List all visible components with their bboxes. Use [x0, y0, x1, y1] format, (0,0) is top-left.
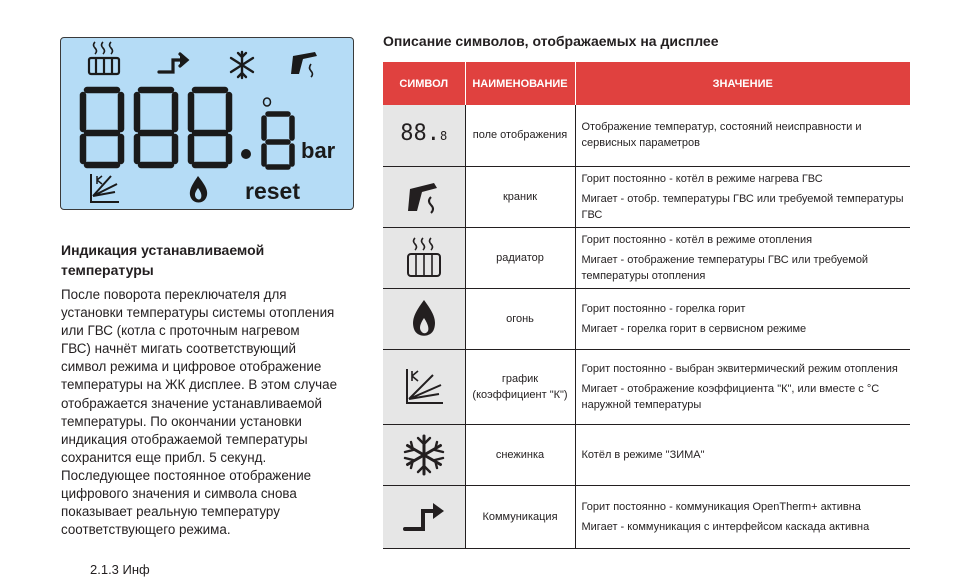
lcd-reset-label: reset	[245, 178, 300, 204]
table-header-row	[383, 62, 910, 105]
symbol-cell	[383, 227, 465, 288]
body-line: После поворота переключателя для	[61, 287, 287, 302]
lcd-flame-icon	[190, 176, 207, 203]
snowflake-icon	[402, 433, 446, 477]
meaning-cell: Отображение температур, состояний неисправности и сервисных параметров	[575, 105, 910, 166]
table-row	[383, 105, 910, 166]
table-row	[383, 349, 910, 424]
body-line: индикация отображаемой температуры	[61, 431, 308, 447]
lcd-unit-label: bar	[301, 138, 336, 163]
symbol-cell	[383, 349, 465, 424]
table-row	[383, 166, 910, 227]
symbol-cell	[383, 288, 465, 349]
lcd-segments	[61, 38, 355, 211]
symbol-cell	[383, 485, 465, 548]
meaning-cell: Горит постоянно - котёл в режиме отопления Мигает - отображение температуры ГВС или требуемой температуры отопления	[575, 227, 910, 288]
footer-fragment: 2.1.3 Инф	[90, 562, 150, 577]
lcd-small-digit	[264, 114, 292, 167]
meaning-cell: Горит постоянно - котёл в режиме нагрева ГВС Мигает - отобр. температуры ГВС или требуемой температуры ГВС	[575, 166, 910, 227]
table-row	[383, 424, 910, 485]
lcd-big-digits	[83, 90, 229, 165]
body-line: Последующее постоянное отображение	[61, 467, 312, 483]
name-cell: график (коэффициент "К")	[465, 349, 575, 424]
lcd-snowflake-icon	[231, 52, 253, 78]
symbols-table	[383, 62, 910, 549]
body-line: символ режима и цифровое отображение	[61, 359, 322, 375]
body-line: цифрового значения и символа снова	[61, 486, 297, 502]
body-line: или ГВС (котла с проточным нагревом	[61, 323, 300, 339]
symbol-cell	[383, 166, 465, 227]
name-cell: поле отображения	[465, 105, 575, 166]
indication-body	[61, 286, 367, 539]
faucet-icon	[404, 177, 444, 217]
table-heading: Описание символов, отображаемых на дисплее	[383, 33, 719, 49]
radiator-icon	[404, 236, 444, 280]
name-cell: краник	[465, 166, 575, 227]
body-line: установки температуры системы отопления	[61, 305, 335, 321]
body-line: ГВС) начнёт мигать соответствующий	[61, 341, 296, 357]
header-name: НАИМЕНОВАНИЕ	[465, 62, 575, 105]
body-line: сохранится еще прибл. 5 секунд.	[61, 449, 267, 465]
name-cell: радиатор	[465, 227, 575, 288]
table-row	[383, 288, 910, 349]
graph-k-icon	[403, 367, 445, 407]
lcd-communication-icon	[159, 54, 187, 72]
body-line: температуры. По окончании установки	[61, 413, 302, 429]
meaning-cell: Горит постоянно - выбран эквитермический режим отопления Мигает - отображение коэффициента "К", или вместе с °С наружной температуры	[575, 349, 910, 424]
meaning-cell: Котёл в режиме "ЗИМА"	[575, 424, 910, 485]
meaning-cell: Горит постоянно - коммуникация OpenTherm+ активна Мигает - коммуникация с интерфейсом каскада активна	[575, 485, 910, 548]
meaning-cell: Горит постоянно - горелка горит Мигает - горелка горит в сервисном режиме	[575, 288, 910, 349]
body-line: показывает реальную температуру	[61, 504, 280, 520]
header-meaning: ЗНАЧЕНИЕ	[575, 62, 910, 105]
lcd-degree-mark	[264, 98, 271, 106]
indication-title: Индикация устанавливаемой температуры	[61, 242, 265, 278]
lcd-decimal-point	[241, 149, 251, 159]
table-row	[383, 227, 910, 288]
body-line: отображается значение устанавливаемой	[61, 395, 322, 411]
communication-icon	[401, 499, 447, 535]
name-cell: огонь	[465, 288, 575, 349]
lcd-radiator-icon	[89, 42, 119, 74]
name-cell: снежинка	[465, 424, 575, 485]
lcd-display	[60, 37, 354, 210]
body-line: соответствующего режима.	[61, 522, 231, 538]
name-cell: Коммуникация	[465, 485, 575, 548]
body-line: температуры на ЖК дисплее. В этом случае	[61, 377, 338, 393]
header-symbol: СИМВОЛ	[383, 62, 465, 105]
table-row	[383, 485, 910, 548]
lcd-faucet-icon	[291, 52, 317, 77]
symbol-cell	[383, 424, 465, 485]
symbol-cell	[383, 105, 465, 166]
display-field-icon: 88.8	[400, 120, 448, 146]
flame-icon	[409, 298, 439, 340]
lcd-graph-k-icon	[91, 174, 119, 202]
